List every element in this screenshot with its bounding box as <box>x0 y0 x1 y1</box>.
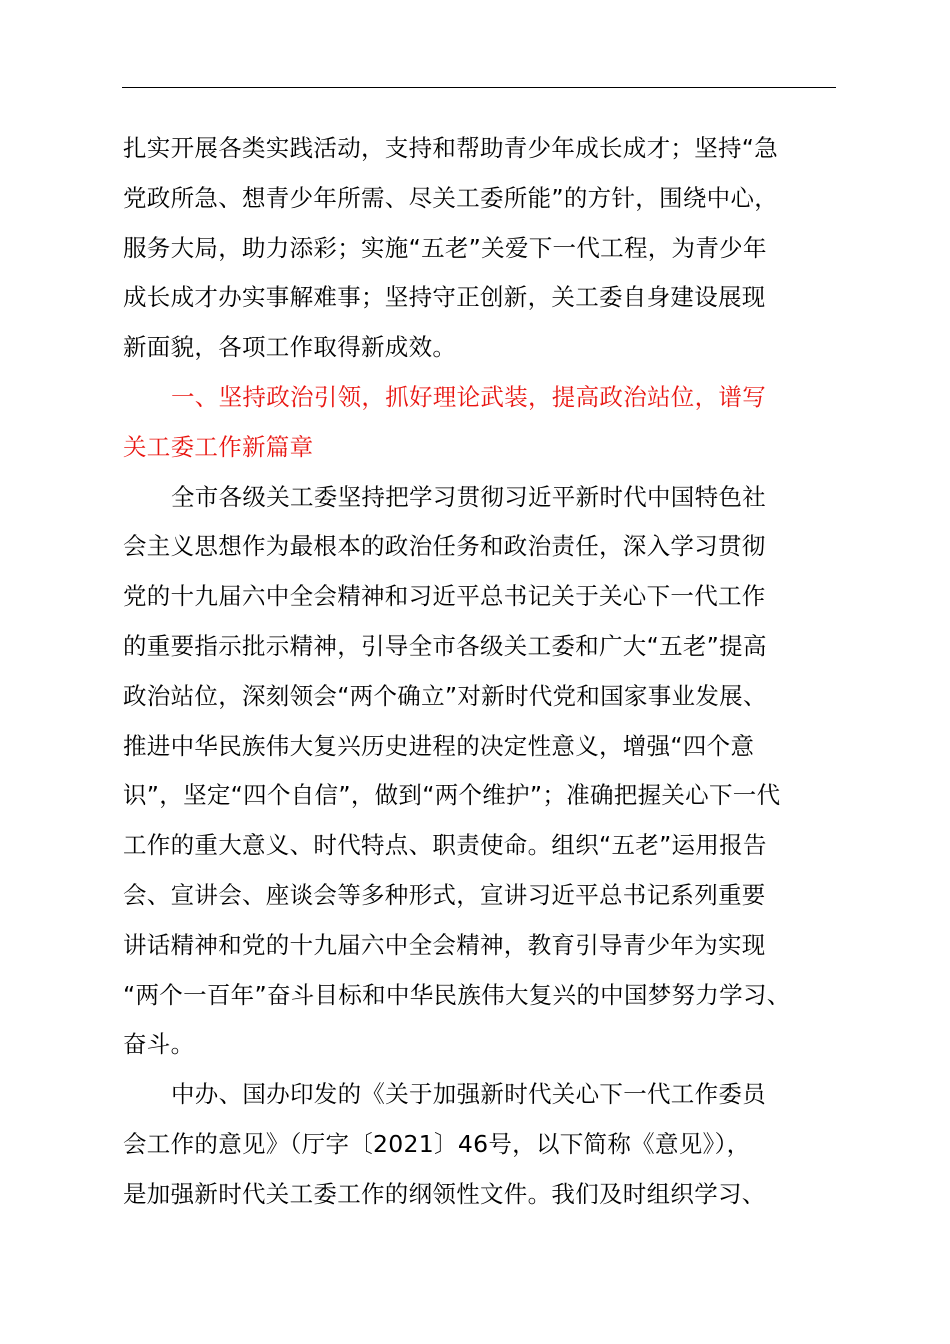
paragraph-line: 政治站位，深刻领会“两个确立”对新时代党和国家事业发展、 <box>123 681 767 710</box>
paragraph-line: 会工作的意见》（厅字〔2021〕46号，以下简称《意见》）， <box>123 1129 751 1158</box>
paragraph-line: 讲话精神和党的十九届六中全会精神，教育引导青少年为实现 <box>123 930 766 959</box>
section-heading-line: 一、坚持政治引领，抓好理论武装，提高政治站位，谱写 <box>171 382 766 411</box>
paragraph-line: 会、宣讲会、座谈会等多种形式，宣讲习近平总书记系列重要 <box>123 880 766 909</box>
header-rule <box>122 87 836 88</box>
paragraph-line: 成长成才办实事解难事；坚持守正创新，关工委自身建设展现 <box>123 283 766 312</box>
paragraph-line: 党政所急、想青少年所需、尽关工委所能”的方针，围绕中心， <box>123 183 779 212</box>
paragraph-line: 扎实开展各类实践活动，支持和帮助青少年成长成才；坚持“急 <box>123 134 779 162</box>
document-body <box>123 124 863 1220</box>
paragraph-line: 新面貌，各项工作取得新成效。 <box>123 333 457 362</box>
paragraph-line: 的重要指示批示精神，引导全市各级关工委和广大“五老”提高 <box>123 631 767 660</box>
paragraph-line: 识”，坚定“四个自信”，做到“两个维护”；准确把握关心下一代 <box>123 781 781 810</box>
paragraph-line: 服务大局，助力添彩；实施“五老”关爱下一代工程，为青少年 <box>123 233 767 262</box>
paragraph-line: 推进中华民族伟大复兴历史进程的决定性意义，增强“四个意 <box>123 731 755 760</box>
paragraph-line: 是加强新时代关工委工作的纲领性文件。我们及时组织学习、 <box>123 1179 766 1208</box>
paragraph-line: 中办、国办印发的《关于加强新时代关心下一代工作委员 <box>171 1080 766 1109</box>
paragraph-line: 工作的重大意义、时代特点、职责使命。组织“五老”运用报告 <box>123 831 767 860</box>
paragraph-line: “两个一百年”奋斗目标和中华民族伟大复兴的中国梦努力学习、 <box>123 980 791 1009</box>
paragraph-line: 全市各级关工委坚持把学习贯彻习近平新时代中国特色社 <box>171 482 766 511</box>
paragraph-line: 奋斗。 <box>123 1030 195 1059</box>
paragraph-line: 党的十九届六中全会精神和习近平总书记关于关心下一代工作 <box>123 582 766 611</box>
section-heading-line: 关工委工作新篇章 <box>123 432 314 461</box>
paragraph-line: 会主义思想作为最根本的政治任务和政治责任，深入学习贯彻 <box>123 532 766 561</box>
